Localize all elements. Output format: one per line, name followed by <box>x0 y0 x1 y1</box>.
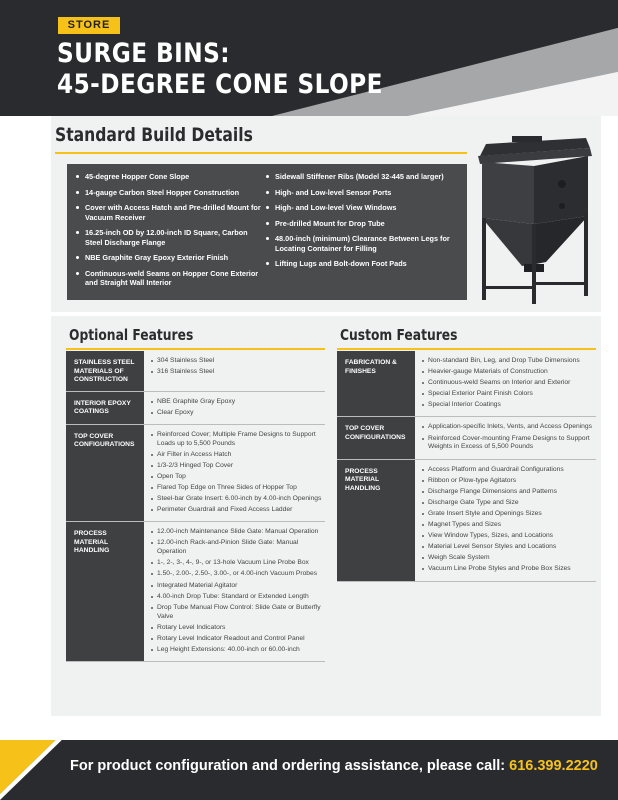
feature-row <box>66 522 325 662</box>
feature-list <box>144 522 325 661</box>
feature-list <box>415 460 596 581</box>
feature-list <box>144 351 325 391</box>
feature-list <box>415 417 596 458</box>
footer-contact <box>70 758 598 774</box>
feature-item: 12.00-inch Rack-and-Pinion Slide Gate: Manual Operation <box>151 539 325 557</box>
page-header <box>0 0 618 116</box>
optional-features-rule <box>66 348 325 350</box>
title-line-2: 45-DEGREE CONE SLOPE <box>57 69 383 100</box>
feature-item: Special Interior Coatings <box>422 401 596 410</box>
feature-item: 1.50-, 2.00-, 2.50-, 3.00-, or 4.00-inch Vacuum Probes <box>151 570 325 579</box>
standard-build-item: Continuous-weld Seams on Hopper Cone Exterior and Straight Wall Interior <box>75 269 261 288</box>
standard-build-list-left <box>75 172 261 294</box>
surge-bin-image <box>474 126 594 306</box>
feature-row <box>337 417 596 459</box>
feature-item: Drop Tube Manual Flow Control: Slide Gate or Butterfly Valve <box>151 604 325 622</box>
standard-build-rule <box>55 152 467 154</box>
feature-item: Application-specific Inlets, Vents, and Access Openings <box>422 423 596 432</box>
footer-text: For product configuration and ordering assistance, please call: <box>70 758 506 774</box>
feature-item: View Window Types, Sizes, and Locations <box>422 532 596 541</box>
feature-list <box>144 425 325 522</box>
feature-item: Continuous-weld Seams on Interior and Exterior <box>422 379 596 388</box>
feature-item: Integrated Material Agitator <box>151 582 325 591</box>
page-footer <box>0 740 618 800</box>
standard-build-item: Cover with Access Hatch and Pre-drilled Mount for Vacuum Receiver <box>75 203 261 222</box>
feature-item: 1/3-2/3 Hinged Top Cover <box>151 462 325 471</box>
standard-build-item: 45-degree Hopper Cone Slope <box>75 172 261 182</box>
feature-item: Heavier-gauge Materials of Construction <box>422 368 596 377</box>
standard-build-list-right <box>265 172 461 275</box>
feature-item: Rotary Level Indicators <box>151 624 325 633</box>
title-line-1: SURGE BINS: <box>57 38 230 69</box>
feature-item: Material Level Sensor Styles and Locations <box>422 543 596 552</box>
feature-item: Weigh Scale System <box>422 554 596 563</box>
standard-build-item: Sidewall Stiffener Ribs (Model 32-445 and larger) <box>265 172 461 182</box>
feature-item: Steel-bar Grate Insert: 6.00-inch by 4.00-inch Openings <box>151 495 325 504</box>
feature-item: NBE Graphite Gray Epoxy <box>151 398 325 407</box>
standard-build-section <box>51 116 601 312</box>
standard-build-box <box>67 164 467 300</box>
standard-build-item: 48.00-inch (minimum) Clearance Between Legs for Locating Container for Filling <box>265 234 461 253</box>
feature-row <box>337 351 596 417</box>
feature-item: Discharge Flange Dimensions and Patterns <box>422 488 596 497</box>
feature-item: Vacuum Line Probe Styles and Probe Box Sizes <box>422 565 596 574</box>
standard-build-title: Standard Build Details <box>55 124 253 146</box>
feature-item: Special Exterior Paint Finish Colors <box>422 390 596 399</box>
feature-item: 316 Stainless Steel <box>151 368 325 377</box>
feature-item: Ribbon or Plow-type Agitators <box>422 477 596 486</box>
feature-item: 12.00-inch Maintenance Slide Gate: Manual Operation <box>151 528 325 537</box>
standard-build-item: 16.25-inch OD by 12.00-inch ID Square, Carbon Steel Discharge Flange <box>75 228 261 247</box>
feature-category-label: INTERIOR EPOXY COATINGS <box>66 392 144 424</box>
feature-row <box>66 425 325 523</box>
feature-item: 4.00-inch Drop Tube: Standard or Extended Length <box>151 593 325 602</box>
standard-build-item: 14-gauge Carbon Steel Hopper Construction <box>75 188 261 198</box>
feature-item: Discharge Gate Type and Size <box>422 499 596 508</box>
feature-item: Flared Top Edge on Three Sides of Hopper Top <box>151 484 325 493</box>
feature-item: Rotary Level Indicator Readout and Control Panel <box>151 635 325 644</box>
feature-row <box>337 460 596 582</box>
feature-category-label: TOP COVER CONFIGURATIONS <box>337 417 415 458</box>
feature-list <box>144 392 325 424</box>
feature-category-label: STAINLESS STEEL MATERIALS OF CONSTRUCTION <box>66 351 144 391</box>
feature-item: Leg Height Extensions: 40.00-inch or 60.00-inch <box>151 646 325 655</box>
feature-category-label: FABRICATION & FINISHES <box>337 351 415 416</box>
page-title <box>57 38 383 100</box>
store-tag[interactable]: STORE <box>58 17 120 34</box>
feature-category-label: TOP COVER CONFIGURATIONS <box>66 425 144 522</box>
feature-item: Clear Epoxy <box>151 409 325 418</box>
feature-row <box>66 392 325 425</box>
feature-category-label: PROCESS MATERIAL HANDLING <box>66 522 144 661</box>
standard-build-item: Lifting Lugs and Bolt-down Foot Pads <box>265 259 461 269</box>
footer-phone-link[interactable]: 616.399.2220 <box>509 758 598 774</box>
custom-features-rule <box>337 348 596 350</box>
feature-item: Access Platform and Guardrail Configurations <box>422 466 596 475</box>
standard-build-item: NBE Graphite Gray Epoxy Exterior Finish <box>75 253 261 263</box>
feature-item: Reinforced Cover; Multiple Frame Designs to Support Loads up to 5,500 Pounds <box>151 431 325 449</box>
optional-features-title: Optional Features <box>69 326 194 344</box>
feature-item: Perimeter Guardrail and Fixed Access Ladder <box>151 506 325 515</box>
feature-list <box>415 351 596 416</box>
standard-build-item: High- and Low-level View Windows <box>265 203 461 213</box>
standard-build-item: High- and Low-level Sensor Ports <box>265 188 461 198</box>
feature-item: 304 Stainless Steel <box>151 357 325 366</box>
feature-item: Magnet Types and Sizes <box>422 521 596 530</box>
feature-category-label: PROCESS MATERIAL HANDLING <box>337 460 415 581</box>
feature-item: Non-standard Bin, Leg, and Drop Tube Dimensions <box>422 357 596 366</box>
feature-row <box>66 351 325 392</box>
feature-item: Reinforced Cover-mounting Frame Designs to Support Weights in Excess of 5,500 Pounds <box>422 435 596 453</box>
feature-item: Grate Insert Style and Openings Sizes <box>422 510 596 519</box>
features-section <box>51 316 601 716</box>
standard-build-item: Pre-drilled Mount for Drop Tube <box>265 219 461 229</box>
feature-item: Open Top <box>151 473 325 482</box>
feature-item: Air Filter in Access Hatch <box>151 451 325 460</box>
feature-item: 1-, 2-, 3-, 4-, 9-, or 13-hole Vacuum Line Probe Box <box>151 559 325 568</box>
custom-features-table <box>337 351 596 582</box>
optional-features-table <box>66 351 325 662</box>
custom-features-title: Custom Features <box>340 326 458 344</box>
